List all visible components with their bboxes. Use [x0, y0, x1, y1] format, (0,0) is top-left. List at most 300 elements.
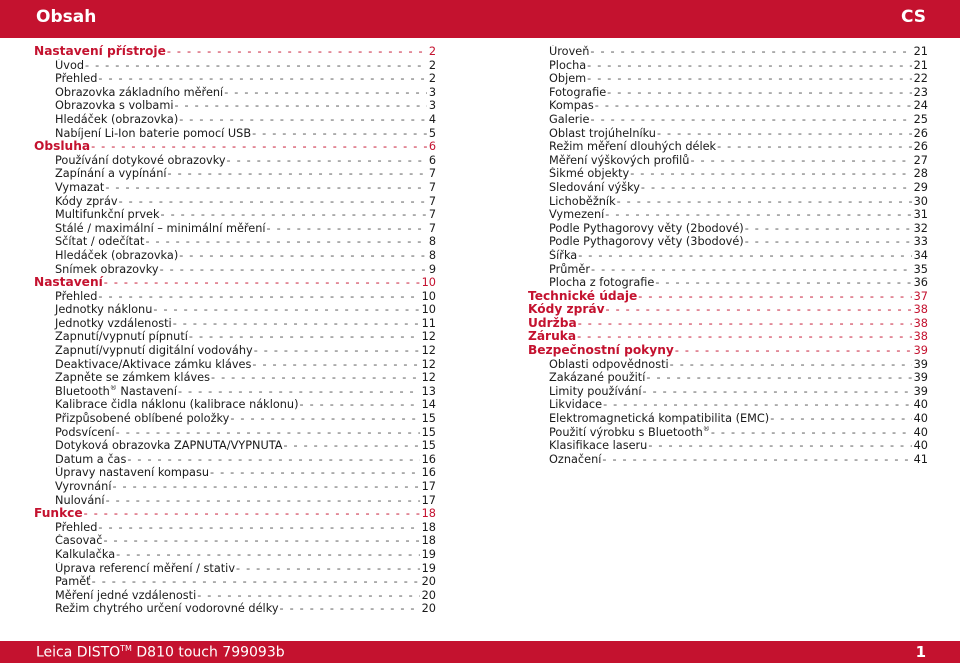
- toc-page-number: 25: [913, 112, 928, 126]
- toc-entry-label: Přehled: [55, 520, 98, 534]
- toc-entry[interactable]: [34, 222, 436, 236]
- footer-bar: [0, 641, 960, 663]
- toc-entry-label: Nastavení přístroje: [34, 45, 166, 58]
- toc-page-number: 32: [913, 221, 928, 235]
- toc-entry-label: Elektromagnetická kompatibilita (EMC): [549, 412, 770, 426]
- toc-entry[interactable]: [34, 589, 436, 603]
- toc-entry[interactable]: [34, 480, 436, 494]
- toc-page-number: 39: [913, 357, 928, 371]
- toc-entry-label: Paměť: [55, 575, 91, 589]
- toc-entry-label: Přehled: [55, 289, 98, 303]
- toc-entry-label: Kódy zpráv: [528, 303, 605, 317]
- toc-leader: [266, 222, 427, 236]
- toc-page-number: 36: [913, 276, 928, 290]
- toc-entry[interactable]: [528, 439, 928, 453]
- toc-page-number: 26: [913, 126, 928, 140]
- toc-entry[interactable]: [528, 140, 928, 154]
- toc-leader: [178, 249, 427, 263]
- toc-page-number: 40: [913, 439, 928, 453]
- toc-entry[interactable]: [528, 86, 928, 100]
- toc-leader: [577, 317, 912, 331]
- toc-entry-label: Stálé / maximální – minimální měření: [55, 221, 266, 235]
- toc-page-number: 7: [428, 180, 436, 194]
- toc-leader: [104, 181, 426, 195]
- toc-entry-label: Vyrovnání: [55, 480, 112, 493]
- toc-leader: [152, 303, 419, 317]
- toc-page-number: 23: [913, 85, 928, 99]
- toc-entry-label: Multifunkční prvek: [55, 208, 160, 222]
- toc-page-number: 19: [421, 547, 436, 561]
- toc-leader: [710, 426, 912, 440]
- toc-page-number: 2: [428, 72, 436, 86]
- toc-page-number: 7: [428, 167, 436, 181]
- toc-entry-label: Zapnutí/vypnutí digitální vodováhy: [55, 344, 253, 358]
- toc-leader: [172, 317, 420, 331]
- toc-entry-label: Přizpůsobené oblíbené položky: [55, 412, 230, 426]
- toc-entry-label: Nulování: [55, 493, 105, 507]
- trademark-mark: TM: [120, 644, 132, 653]
- toc-entry-label: Obrazovka základního měření: [55, 85, 224, 99]
- toc-entry-label: Bezpečnostní pokyny: [528, 344, 674, 358]
- toc-leader: [115, 426, 420, 440]
- toc-entry[interactable]: [34, 602, 436, 616]
- toc-leader: [178, 113, 427, 127]
- toc-entry-label: Plocha z fotografie: [549, 276, 655, 290]
- toc-leader: [590, 113, 912, 127]
- toc-leader: [159, 263, 427, 277]
- toc-leader: [209, 466, 420, 480]
- toc-entry[interactable]: [34, 330, 436, 344]
- toc-leader: [577, 249, 911, 263]
- toc-page-number: 29: [913, 180, 928, 194]
- toc-entry[interactable]: [528, 181, 928, 195]
- toc-entry[interactable]: [528, 235, 928, 249]
- toc-entry[interactable]: [528, 371, 928, 385]
- toc-entry-label: Úroveň: [549, 45, 590, 58]
- toc-entry[interactable]: [34, 521, 436, 535]
- toc-page-number: 38: [913, 303, 928, 317]
- toc-page-number: 12: [421, 371, 436, 385]
- toc-leader: [97, 521, 419, 535]
- toc-entry[interactable]: [34, 466, 436, 480]
- toc-leader: [226, 154, 427, 168]
- toc-entry[interactable]: [34, 167, 436, 181]
- toc-leader: [97, 72, 426, 86]
- toc-leader: [647, 439, 911, 453]
- toc-entry-label: Dotyková obrazovka ZAPNUTA/VYPNUTA: [55, 439, 283, 453]
- toc-entry[interactable]: [34, 181, 436, 195]
- toc-entry-label: Úprava referencí měření / stativ: [55, 561, 236, 575]
- toc-entry-label: Obrazovka s volbami: [55, 99, 174, 113]
- toc-page-number: 22: [913, 72, 928, 86]
- toc-page-number: 3: [428, 85, 436, 99]
- toc-leader: [586, 59, 911, 73]
- toc-entry[interactable]: [34, 290, 436, 304]
- toc-page-number: 39: [913, 384, 928, 398]
- toc-entry[interactable]: [528, 72, 928, 86]
- toc-entry[interactable]: [34, 195, 436, 209]
- toc-entry-label: Přehled: [55, 72, 98, 86]
- toc-page-number: 10: [421, 276, 436, 290]
- toc-right-column: [528, 45, 928, 466]
- toc-page-number: 27: [913, 153, 928, 167]
- toc-entry[interactable]: [528, 263, 928, 277]
- toc-entry-label: Oblasti odpovědnosti: [549, 357, 669, 371]
- registered-mark: ®: [109, 384, 117, 393]
- toc-entry-label: Kódy zpráv: [55, 194, 118, 208]
- toc-page-number: 18: [421, 507, 436, 521]
- toc-entry-label: Záruka: [528, 330, 577, 344]
- toc-entry-label: Údržba: [528, 316, 577, 330]
- toc-entry[interactable]: [528, 398, 928, 412]
- toc-entry[interactable]: [34, 426, 436, 440]
- toc-leader: [601, 453, 911, 467]
- toc-page-number: 39: [913, 371, 928, 385]
- toc-entry[interactable]: [34, 86, 436, 100]
- toc-entry-label: Podle Pythagorovy věty (2bodové): [549, 221, 744, 235]
- toc-page-number: 40: [913, 398, 928, 412]
- toc-entry[interactable]: [34, 235, 436, 249]
- toc-entry[interactable]: [528, 45, 928, 59]
- toc-entry-label: Deaktivace/Aktivace zámku kláves: [55, 357, 252, 371]
- toc-entry-label: Bluetooth® Nastavení: [55, 384, 177, 398]
- toc-section-entry[interactable]: [34, 45, 436, 59]
- toc-leader: [144, 235, 426, 249]
- toc-section-entry[interactable]: [34, 140, 436, 154]
- toc-entry-label: Úpravy nastavení kompasu: [55, 466, 210, 480]
- toc-entry[interactable]: [34, 263, 436, 277]
- toc-page-number: 21: [913, 58, 928, 72]
- toc-entry[interactable]: [34, 208, 436, 222]
- toc-leader: [602, 398, 912, 412]
- toc-page-number: 6: [428, 140, 436, 154]
- toc-section-entry[interactable]: [528, 344, 928, 358]
- toc-entry-label: Podle Pythagorovy věty (3bodové): [549, 235, 744, 249]
- toc-section-entry[interactable]: [34, 276, 436, 290]
- toc-leader: [229, 412, 419, 426]
- toc-page-number: 4: [428, 112, 436, 126]
- footer-device: Leica DISTO™ D810 touch 799093b: [36, 644, 285, 661]
- toc-entry[interactable]: [34, 99, 436, 113]
- toc-entry[interactable]: [528, 276, 928, 290]
- toc-entry[interactable]: [528, 385, 928, 399]
- toc-page-number: 38: [913, 330, 928, 344]
- toc-leader: [103, 276, 420, 290]
- toc-leader: [196, 589, 419, 603]
- toc-page-number: 15: [421, 439, 436, 453]
- toc-entry[interactable]: [34, 303, 436, 317]
- toc-page-number: 8: [428, 235, 436, 249]
- toc-page-number: 13: [421, 384, 436, 398]
- toc-leader: [654, 276, 911, 290]
- toc-leader: [640, 181, 912, 195]
- toc-entry-label: Datum a čas: [55, 452, 127, 466]
- toc-entry-label: Nastavení: [34, 276, 103, 290]
- toc-leader: [716, 140, 912, 154]
- toc-entry[interactable]: [528, 113, 928, 127]
- toc-entry[interactable]: [528, 453, 928, 467]
- toc-leader: [769, 412, 911, 426]
- toc-entry[interactable]: [34, 412, 436, 426]
- toc-entry-label: Šířka: [549, 248, 578, 262]
- toc-entry[interactable]: [528, 208, 928, 222]
- toc-entry-label: Obsluha: [34, 140, 91, 154]
- toc-leader: [589, 45, 911, 59]
- toc-entry[interactable]: [34, 344, 436, 358]
- toc-page-number: 14: [421, 398, 436, 412]
- toc-entry[interactable]: [528, 154, 928, 168]
- toc-entry[interactable]: [34, 59, 436, 73]
- toc-leader: [251, 127, 427, 141]
- toc-leader: [83, 507, 420, 521]
- toc-page-number: 9: [428, 262, 436, 276]
- toc-page-number: 34: [913, 248, 928, 262]
- toc-page-number: 26: [913, 140, 928, 154]
- toc-leader: [118, 195, 427, 209]
- toc-entry-label: Nabíjení Li-Ion baterie pomocí USB: [55, 126, 252, 140]
- toc-page-number: 37: [913, 289, 928, 303]
- toc-entry-label: Vymezení: [549, 208, 605, 222]
- toc-page-number: 40: [913, 425, 928, 439]
- toc-entry-label: Jednotky náklonu: [55, 303, 153, 317]
- toc-section-entry[interactable]: [528, 303, 928, 317]
- toc-leader: [656, 127, 912, 141]
- toc-section-entry[interactable]: [528, 290, 928, 304]
- toc-entry[interactable]: [528, 127, 928, 141]
- toc-entry[interactable]: [34, 575, 436, 589]
- toc-entry[interactable]: [528, 412, 928, 426]
- toc-page-number: 12: [421, 357, 436, 371]
- toc-entry-label: Podsvícení: [55, 425, 115, 439]
- toc-leader: [251, 358, 419, 372]
- header-bar: [0, 0, 960, 38]
- toc-entry-label: Šikmé objekty: [549, 167, 630, 181]
- toc-leader: [91, 575, 420, 589]
- toc-entry-label: Klasifikace laseru: [549, 439, 648, 453]
- toc-page-number: 16: [421, 452, 436, 466]
- toc-leader: [590, 263, 912, 277]
- toc-page-number: 30: [913, 194, 928, 208]
- toc-left-column: [34, 45, 436, 616]
- toc-page-number: 17: [421, 493, 436, 507]
- toc-page-number: 33: [913, 235, 928, 249]
- toc-entry-label: Režim měření dlouhých délek: [549, 140, 717, 154]
- toc-page-number: 12: [421, 330, 436, 344]
- toc-section-entry[interactable]: [528, 317, 928, 331]
- toc-leader: [90, 140, 427, 154]
- toc-leader: [605, 303, 912, 317]
- toc-page-number: 2: [428, 45, 436, 58]
- toc-leader: [279, 602, 420, 616]
- toc-page-number: 17: [421, 480, 436, 493]
- toc-page-number: 7: [428, 221, 436, 235]
- toc-entry-label: Hledáček (obrazovka): [55, 248, 179, 262]
- toc-page-number: 39: [913, 344, 928, 358]
- page-number: 1: [915, 643, 926, 661]
- toc-leader: [126, 453, 419, 467]
- toc-page-number: 7: [428, 194, 436, 208]
- toc-leader: [166, 45, 427, 59]
- toc-entry-label: Likvidace: [549, 398, 603, 412]
- toc-entry-label: Kalkulačka: [55, 547, 116, 561]
- toc-leader: [629, 167, 911, 181]
- toc-entry[interactable]: [528, 59, 928, 73]
- language-code: CS: [900, 7, 926, 27]
- toc-page-number: 21: [913, 45, 928, 58]
- toc-page-number: 6: [428, 153, 436, 167]
- toc-page-number: 28: [913, 167, 928, 181]
- toc-entry[interactable]: [34, 534, 436, 548]
- toc-section-entry[interactable]: [34, 507, 436, 521]
- toc-entry-label: Úvod: [55, 58, 85, 72]
- toc-leader: [576, 330, 912, 344]
- toc-entry-label: Sčítat / odečítat: [55, 235, 145, 249]
- toc-entry-label: Zakázané použití: [549, 371, 646, 385]
- toc-leader: [616, 195, 912, 209]
- toc-entry-label: Snímek obrazovky: [55, 262, 159, 276]
- toc-entry[interactable]: [34, 317, 436, 331]
- toc-entry-label: Plocha: [549, 58, 587, 72]
- toc-page-number: 2: [428, 58, 436, 72]
- toc-entry[interactable]: [34, 494, 436, 508]
- toc-leader: [84, 59, 427, 73]
- toc-page-number: 10: [421, 303, 436, 317]
- toc-entry-label: Hledáček (obrazovka): [55, 112, 179, 126]
- toc-leader: [167, 167, 427, 181]
- page-title: Obsah: [36, 7, 97, 27]
- toc-page-number: 31: [913, 208, 928, 222]
- toc-entry[interactable]: [528, 249, 928, 263]
- toc-entry-label: Měření výškových profilů: [549, 153, 690, 167]
- toc-entry-label: Měření jedné vzdálenosti: [55, 588, 197, 602]
- toc-leader: [97, 290, 419, 304]
- toc-entry[interactable]: [528, 426, 928, 440]
- toc-page-number: 18: [421, 520, 436, 534]
- toc-entry[interactable]: [34, 562, 436, 576]
- toc-entry-label: Zapnutí/vypnutí pípnutí: [55, 330, 188, 344]
- toc-entry[interactable]: [34, 154, 436, 168]
- registered-mark: ®: [702, 425, 710, 433]
- toc-page-number: 18: [421, 534, 436, 548]
- toc-entry[interactable]: [34, 127, 436, 141]
- toc-entry-label: Objem: [549, 72, 587, 86]
- toc-entry[interactable]: [528, 222, 928, 236]
- toc-leader: [299, 398, 420, 412]
- toc-entry[interactable]: [528, 358, 928, 372]
- toc-entry-label: Galerie: [549, 112, 590, 126]
- toc-leader: [111, 480, 419, 494]
- toc-page-number: 5: [428, 126, 436, 140]
- toc-leader: [188, 330, 420, 344]
- toc-leader: [102, 534, 419, 548]
- toc-entry-label: Vymazat: [55, 180, 105, 194]
- toc-page-number: 8: [428, 248, 436, 262]
- toc-entry[interactable]: [528, 195, 928, 209]
- toc-page-number: 15: [421, 412, 436, 426]
- toc-section-entry[interactable]: [528, 330, 928, 344]
- toc-leader: [160, 208, 427, 222]
- toc-leader: [115, 548, 419, 562]
- toc-leader: [594, 99, 912, 113]
- toc-leader: [744, 222, 912, 236]
- toc-entry[interactable]: [34, 548, 436, 562]
- toc-entry[interactable]: [34, 113, 436, 127]
- toc-page-number: 20: [421, 588, 436, 602]
- toc-page-number: 12: [421, 344, 436, 358]
- toc-page-number: 24: [913, 99, 928, 113]
- toc-entry[interactable]: [34, 439, 436, 453]
- toc-entry[interactable]: [34, 453, 436, 467]
- toc-entry[interactable]: [528, 99, 928, 113]
- toc-page-number: 11: [421, 316, 436, 330]
- toc-entry[interactable]: [34, 358, 436, 372]
- toc-page-number: 20: [421, 575, 436, 589]
- toc-leader: [282, 439, 419, 453]
- toc-page-number: 16: [421, 466, 436, 480]
- toc-leader: [177, 385, 420, 399]
- toc-page-number: 15: [421, 425, 436, 439]
- toc-entry-label: Zapínání a vypínání: [55, 167, 167, 181]
- toc-entry-label: Používání dotykové obrazovky: [55, 153, 226, 167]
- toc-page-number: 10: [421, 289, 436, 303]
- toc-entry[interactable]: [34, 371, 436, 385]
- toc-page-number: 20: [421, 602, 436, 616]
- toc-entry-label: Režim chytrého určení vodorovné délky: [55, 602, 279, 616]
- toc-entry-label: Časovač: [55, 534, 103, 548]
- toc-leader: [606, 86, 911, 100]
- toc-entry-label: Kompas: [549, 99, 594, 113]
- toc-leader: [235, 562, 420, 576]
- toc-entry[interactable]: [34, 385, 436, 399]
- toc-entry-label: Označení: [549, 452, 602, 466]
- toc-leader: [744, 235, 912, 249]
- toc-entry-label: Kalibrace čidla náklonu (kalibrace náklonu): [55, 398, 299, 412]
- toc-entry-label: Oblast trojúhelníku: [549, 126, 656, 140]
- toc-page-number: 19: [421, 561, 436, 575]
- toc-entry[interactable]: [528, 167, 928, 181]
- toc-entry-label: Použití výrobku s Bluetooth®: [549, 425, 710, 439]
- toc-entry-label: Sledování výšky: [549, 180, 640, 194]
- toc-leader: [637, 290, 911, 304]
- toc-leader: [669, 358, 912, 372]
- toc-entry[interactable]: [34, 249, 436, 263]
- toc-entry-label: Fotografie: [549, 85, 607, 99]
- toc-entry-label: Průměr: [549, 262, 591, 276]
- toc-leader: [210, 371, 420, 385]
- toc-leader: [689, 154, 911, 168]
- toc-leader: [223, 86, 427, 100]
- toc-entry[interactable]: [34, 398, 436, 412]
- toc-leader: [586, 72, 911, 86]
- toc-leader: [253, 344, 420, 358]
- toc-leader: [173, 99, 426, 113]
- toc-entry[interactable]: [34, 72, 436, 86]
- toc-entry-label: Jednotky vzdálenosti: [55, 316, 172, 330]
- toc-leader: [642, 385, 912, 399]
- toc-leader: [604, 208, 911, 222]
- toc-entry-label: Lichoběžník: [549, 194, 616, 208]
- toc-page-number: 35: [913, 262, 928, 276]
- toc-entry-label: Technické údaje: [528, 289, 638, 303]
- toc-leader: [674, 344, 912, 358]
- toc-leader: [105, 494, 420, 508]
- toc-page-number: 3: [428, 99, 436, 113]
- toc-leader: [645, 371, 911, 385]
- toc-page-number: 38: [913, 316, 928, 330]
- toc-page-number: 40: [913, 412, 928, 426]
- toc-entry-label: Limity používání: [549, 384, 642, 398]
- toc-page-number: 41: [913, 452, 928, 466]
